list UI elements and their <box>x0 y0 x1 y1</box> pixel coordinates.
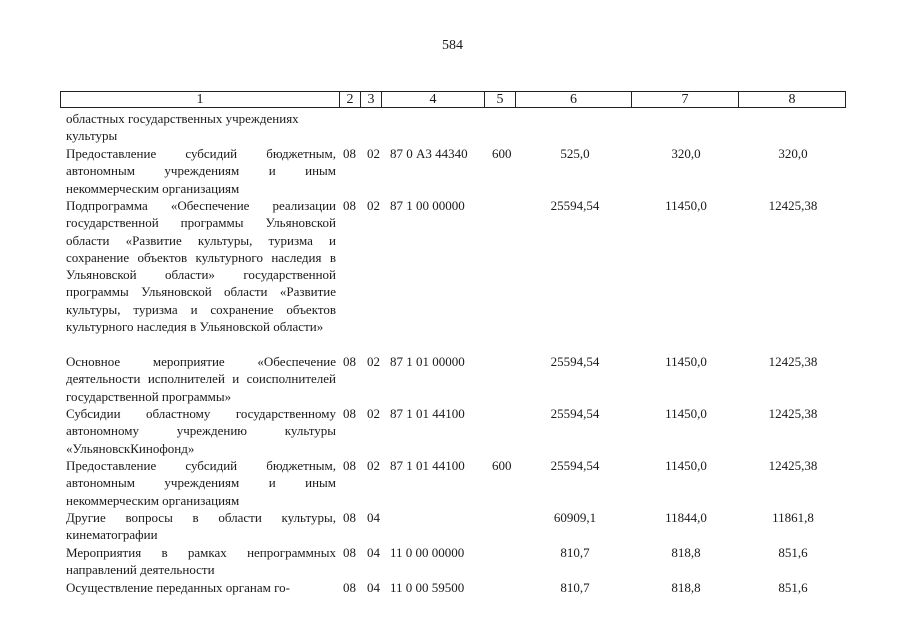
row-amount-col8: 320,0 <box>778 146 808 161</box>
row-expense-type: 600 <box>492 458 512 473</box>
row-amount-col7: 320,0 <box>671 146 701 161</box>
row-amount-col7: 818,8 <box>671 580 701 595</box>
row-amount-col7: 11450,0 <box>665 458 707 473</box>
row-section-code: 08 <box>343 146 356 161</box>
row-target-article: 87 1 01 00000 <box>390 354 465 369</box>
row-section-code: 08 <box>343 510 356 525</box>
header-cell-1: 1 <box>61 92 340 107</box>
row-amount-col7: 11844,0 <box>665 510 707 525</box>
row-amount-col8: 851,6 <box>778 580 808 595</box>
header-cell-8: 8 <box>788 92 796 107</box>
row-amount-col8: 11861,8 <box>772 510 814 525</box>
row-amount-col8: 12425,38 <box>768 354 818 369</box>
row-target-article: 11 0 00 59500 <box>390 580 465 595</box>
row-description: Предоставление субсидий бюджетным, автономным учреждениям и иным некоммерческим организациям <box>66 146 336 196</box>
row-amount-col6: 25594,54 <box>550 198 600 213</box>
row-description: Субсидии областному государственному автономному учреждению культуры «УльяновскКинофонд» <box>66 406 336 456</box>
row-section-code: 08 <box>343 198 356 213</box>
row-target-article: 87 1 01 44100 <box>390 406 465 421</box>
row-target-article: 87 0 А3 44340 <box>390 146 468 161</box>
header-cell-5: 5 <box>485 92 516 107</box>
row-subsection-code: 02 <box>367 458 380 473</box>
row-subsection-code: 04 <box>367 545 380 560</box>
row-description: Осуществление переданных органам го- <box>66 580 290 595</box>
row-amount-col8: 851,6 <box>778 545 808 560</box>
row-amount-col6: 25594,54 <box>550 354 600 369</box>
row-amount-col7: 11450,0 <box>665 406 707 421</box>
row-subsection-code: 02 <box>367 354 380 369</box>
row-amount-col8: 12425,38 <box>768 406 818 421</box>
row-expense-type: 600 <box>492 146 512 161</box>
row-section-code: 08 <box>343 545 356 560</box>
row-subsection-code: 04 <box>367 510 380 525</box>
row-amount-col8: 12425,38 <box>768 198 818 213</box>
row-subsection-code: 04 <box>367 580 380 595</box>
row-amount-col6: 810,7 <box>560 580 590 595</box>
header-cell-3: 3 <box>361 92 382 107</box>
row-section-code: 08 <box>343 354 356 369</box>
row-subsection-code: 02 <box>367 198 380 213</box>
header-cell-2: 2 <box>340 92 361 107</box>
row-amount-col6: 25594,54 <box>550 458 600 473</box>
row-description: Другие вопросы в области культуры, кинематографии <box>66 510 336 543</box>
row-amount-col7: 11450,0 <box>665 354 707 369</box>
header-cell-6: 6 <box>516 92 632 107</box>
row-description: Подпрограмма «Обеспечение реализации государственной программы Ульяновской области «Развитие культуры, туризма и сохранение объектов культурного наследия в Ульяновской области» государственной программы Ульяновской области «Развитие культуры, туризма и сохранение объектов культурного наследия в Ульяновской области» <box>66 198 336 335</box>
row-target-article: 87 1 00 00000 <box>390 198 465 213</box>
row-description: Мероприятия в рамках непрограммных направлений деятельности <box>66 545 336 578</box>
row-subsection-code: 02 <box>367 146 380 161</box>
row-target-article: 87 1 01 44100 <box>390 458 465 473</box>
row-description: областных государственных учреждениях культуры <box>66 111 299 144</box>
page-number: 584 <box>442 38 463 53</box>
row-amount-col7: 818,8 <box>671 545 701 560</box>
row-amount-col6: 60909,1 <box>553 510 597 525</box>
row-description: Основное мероприятие «Обеспечение деятельности исполнителей и соисполнителей государственной программы» <box>66 354 336 404</box>
row-section-code: 08 <box>343 406 356 421</box>
row-description: Предоставление субсидий бюджетным, автономным учреждениям и иным некоммерческим организациям <box>66 458 336 508</box>
row-section-code: 08 <box>343 580 356 595</box>
row-subsection-code: 02 <box>367 406 380 421</box>
row-target-article: 11 0 00 00000 <box>390 545 465 560</box>
header-cell-7: 7 <box>632 92 739 107</box>
row-amount-col8: 12425,38 <box>768 458 818 473</box>
header-cell-4: 4 <box>382 92 485 107</box>
row-amount-col6: 810,7 <box>560 545 590 560</box>
row-amount-col6: 525,0 <box>560 146 590 161</box>
row-section-code: 08 <box>343 458 356 473</box>
row-amount-col6: 25594,54 <box>550 406 600 421</box>
row-amount-col7: 11450,0 <box>665 198 707 213</box>
table-header-row <box>60 91 846 108</box>
